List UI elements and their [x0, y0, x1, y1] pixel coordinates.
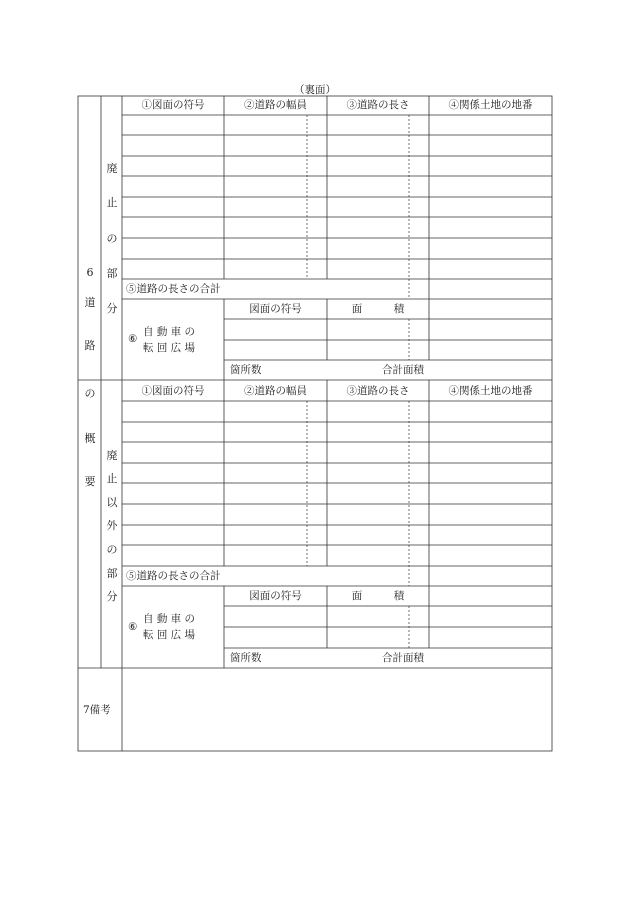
header-drawing-symbol: ①図面の符号	[141, 99, 205, 111]
haishi-char: 廃	[106, 162, 118, 175]
section6-char: 道	[84, 296, 96, 309]
haishi-char: 部	[106, 267, 118, 280]
header-road-width: ②道路の幅員	[244, 385, 307, 397]
plaza-symbol-header: 図面の符号	[249, 590, 302, 602]
page-heading: （裏面）	[294, 84, 336, 96]
remarks-area[interactable]	[123, 669, 551, 750]
haishi-igai-char: 廃	[106, 449, 118, 462]
plaza-total-area-label: 合計面積	[382, 652, 424, 664]
section6-number: 6	[86, 266, 94, 279]
haishi-igai-char: 以	[106, 496, 118, 509]
plaza-area-header: 面 積	[351, 590, 405, 602]
header-road-length: ③道路の長さ	[346, 385, 410, 397]
section6-char: 概	[84, 432, 96, 445]
header-road-width: ②道路の幅員	[244, 99, 307, 111]
section6-char: 路	[84, 339, 96, 352]
haishi-char: 止	[106, 196, 118, 209]
total-length-label: ⑤道路の長さの合計	[126, 283, 221, 295]
header-road-length: ③道路の長さ	[346, 99, 410, 111]
plaza-line1: 自 動 車 の	[143, 326, 196, 338]
section6-char: 要	[84, 475, 96, 488]
header-drawing-symbol: ①図面の符号	[141, 385, 205, 397]
plaza-marker: ⑥	[128, 621, 138, 633]
remarks-label: 7備考	[83, 704, 111, 716]
header-related-lot-number: ④関係土地の地番	[448, 385, 533, 397]
haishi-igai-char: 止	[106, 472, 118, 485]
plaza-total-area-label: 合計面積	[382, 364, 424, 376]
haishi-char: の	[106, 232, 118, 245]
plaza-line2: 転 回 広 場	[143, 629, 196, 641]
plaza-area-header: 面 積	[351, 303, 405, 315]
haishi-igai-char: 分	[106, 590, 118, 603]
plaza-line1: 自 動 車 の	[143, 613, 196, 625]
plaza-marker: ⑥	[128, 333, 138, 345]
haishi-char: 分	[106, 302, 118, 315]
haishi-igai-char: 外	[106, 519, 118, 532]
haishi-igai-char: 部	[106, 567, 118, 580]
plaza-line2: 転 回 広 場	[143, 342, 196, 354]
plaza-count-label: 箇所数	[230, 364, 262, 376]
total-length-label: ⑤道路の長さの合計	[126, 570, 221, 582]
header-related-lot-number: ④関係土地の地番	[448, 99, 533, 111]
outer-frame	[78, 96, 552, 751]
plaza-symbol-header: 図面の符号	[249, 303, 302, 315]
section6-char: の	[84, 387, 96, 400]
haishi-igai-char: の	[106, 543, 118, 556]
plaza-count-label: 箇所数	[230, 652, 262, 664]
